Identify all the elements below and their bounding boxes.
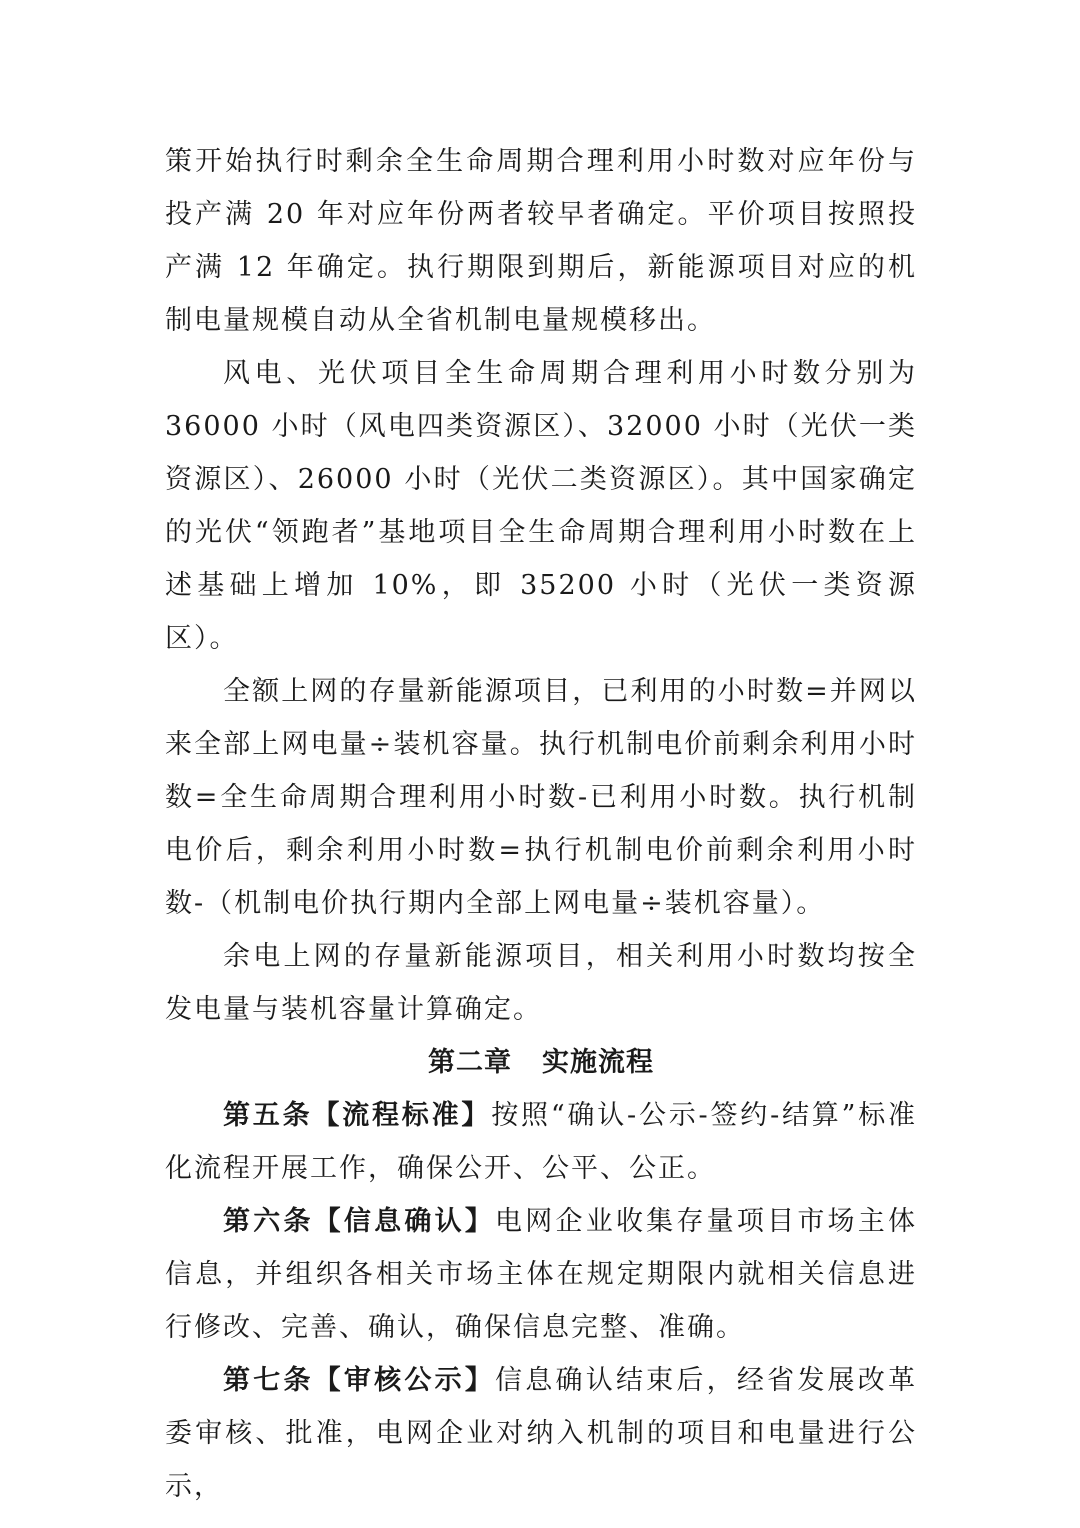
article-6-text: 电网企业收集存量项目市场主体信息，并组织各相关市场主体在规定期限内就相关信息进行修改、完善、确认，确保信息完整、准确。: [165, 1206, 918, 1343]
article-7: [165, 1354, 917, 1513]
article-5-heading: 第五条【流程标准】: [223, 1100, 492, 1131]
article-7-heading: 第七条【审核公示】: [223, 1365, 496, 1396]
article-6-heading: 第六条【信息确认】: [223, 1206, 496, 1237]
article-6: [165, 1195, 917, 1354]
chapter-title: 实施流程: [542, 1047, 654, 1078]
article-7-text: 信息确认结束后，经省发展改革委审核、批准，电网企业对纳入机制的项目和电量进行公示，: [165, 1365, 918, 1502]
article-5-text: 按照“确认-公示-签约-结算”标准化流程开展工作，确保公开、公平、公正。: [165, 1100, 918, 1184]
paragraph-utilization-hours: 风电、光伏项目全生命周期合理利用小时数分别为 36000 小时（风电四类资源区）、32000 小时（光伏一类资源区）、26000 小时（光伏二类资源区）。其中国家确定的光伏“领跑者”基地项目全生命周期合理利用小时数在上述基础上增加 10%，即 35200 小时（光伏一类资源区）。: [165, 358, 917, 654]
document-body: [165, 135, 917, 1513]
paragraph-continuation: 策开始执行时剩余全生命周期合理利用小时数对应年份与投产满 20 年对应年份两者较早者确定。平价项目按照投产满 12 年确定。执行期限到期后，新能源项目对应的机制电量规模自动从全省机制电量规模移出。: [165, 146, 917, 336]
chapter-number: 第二章: [428, 1047, 512, 1078]
paragraph-surplus-grid-projects: 余电上网的存量新能源项目，相关利用小时数均按全发电量与装机容量计算确定。: [165, 941, 917, 1025]
chapter-heading: [165, 1036, 917, 1089]
article-5: [165, 1089, 917, 1195]
paragraph-full-grid-projects: 全额上网的存量新能源项目，已利用的小时数=并网以来全部上网电量÷装机容量。执行机制电价前剩余利用小时数=全生命周期合理利用小时数-已利用小时数。执行机制电价后，剩余利用小时数=执行机制电价前剩余利用小时数-（机制电价执行期内全部上网电量÷装机容量）。: [165, 676, 917, 919]
